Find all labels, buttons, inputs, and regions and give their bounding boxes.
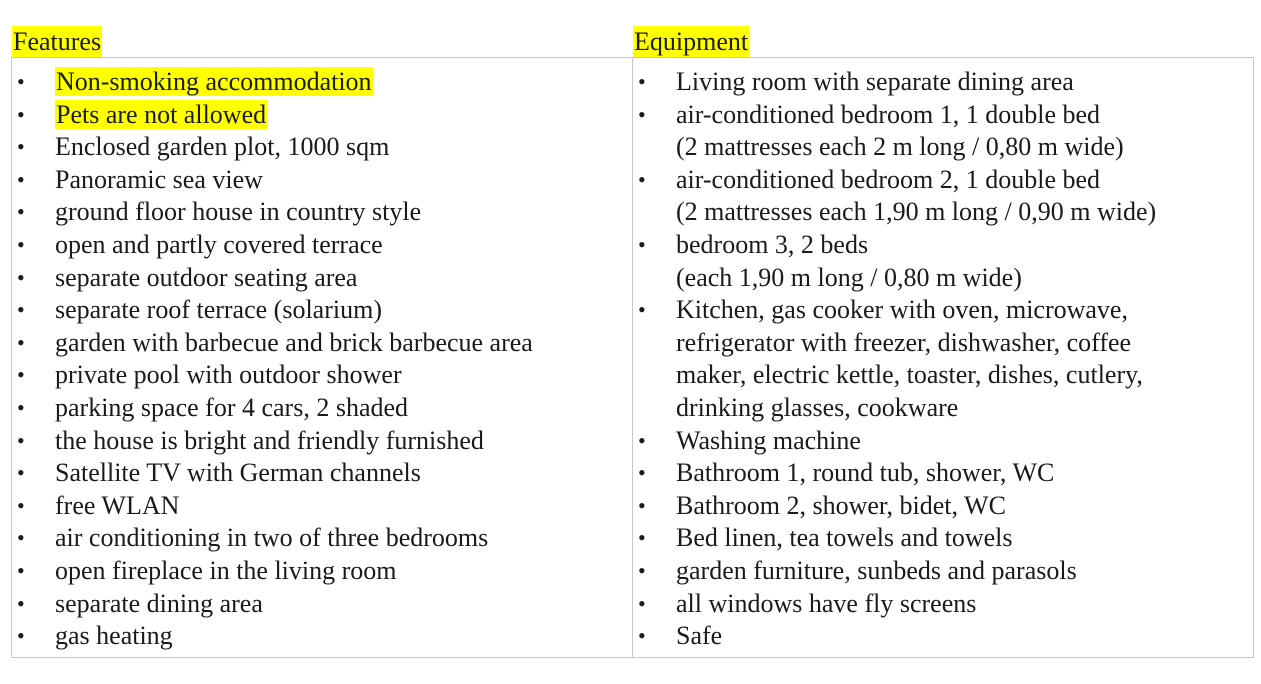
- feature-list-item: [11, 294, 621, 327]
- bullet-icon: •: [17, 166, 25, 192]
- feature-list-item: [11, 131, 621, 164]
- bullet-icon: •: [17, 297, 25, 323]
- equipment-list-item: [632, 588, 1242, 621]
- bullet-icon: •: [638, 166, 646, 192]
- feature-list-item: [11, 425, 621, 458]
- bullet-icon: •: [17, 427, 25, 453]
- feature-item-text: free WLAN: [55, 490, 180, 520]
- feature-list-item: [11, 327, 621, 360]
- feature-list-item: [11, 164, 621, 197]
- bullet-icon: •: [17, 394, 25, 420]
- feature-item-text: Pets are not allowed: [56, 99, 267, 129]
- equipment-list-item: [632, 490, 1242, 523]
- feature-item-text: open and partly covered terrace: [55, 229, 383, 259]
- bullet-icon: •: [17, 134, 25, 160]
- feature-list-item: [11, 66, 621, 99]
- features-list: [11, 66, 621, 653]
- equipment-item-text: Bed linen, tea towels and towels: [676, 523, 1013, 553]
- equipment-item-text: Bathroom 1, round tub, shower, WC: [676, 458, 1055, 488]
- feature-list-item: [11, 392, 621, 425]
- equipment-item-text: bedroom 3, 2 beds (each 1,90 m long / 0,80 m wide): [676, 229, 1022, 292]
- equipment-list-item: [632, 522, 1242, 555]
- bullet-icon: •: [17, 460, 25, 486]
- equipment-list: [632, 66, 1242, 653]
- bullet-icon: •: [17, 557, 25, 583]
- equipment-list-item: [632, 229, 1242, 294]
- bullet-icon: •: [17, 623, 25, 649]
- bullet-icon: •: [17, 231, 25, 257]
- equipment-item-text: Living room with separate dining area: [676, 67, 1074, 96]
- feature-item-text: the house is bright and friendly furnished: [55, 425, 484, 455]
- bullet-icon: •: [17, 69, 25, 94]
- equipment-item-text: air-conditioned bedroom 2, 1 double bed (2 mattresses each 1,90 m long / 0,90 m wide): [676, 164, 1157, 227]
- feature-item-text: ground floor house in country style: [55, 197, 422, 227]
- bullet-icon: •: [638, 101, 646, 127]
- feature-list-item: [11, 588, 621, 621]
- feature-list-item: [11, 522, 621, 555]
- equipment-item-text: Kitchen, gas cooker with oven, microwave, refrigerator with freezer, dishwasher, coffee maker, electric kettle, toaster, dishes, cutlery, drinking glasses, cookware: [676, 295, 1143, 422]
- bullet-icon: •: [638, 557, 646, 583]
- equipment-list-item: [632, 66, 1242, 99]
- equipment-list-item: [632, 620, 1242, 653]
- equipment-heading: Equipment: [634, 27, 749, 56]
- equipment-item-text: air-conditioned bedroom 1, 1 double bed (2 mattresses each 2 m long / 0,80 m wide): [676, 99, 1124, 162]
- equipment-item-text: garden furniture, sunbeds and parasols: [676, 555, 1077, 585]
- equipment-list-item: [632, 294, 1242, 424]
- bullet-icon: •: [17, 329, 25, 355]
- bullet-icon: •: [17, 492, 25, 518]
- bullet-icon: •: [638, 525, 646, 551]
- bullet-icon: •: [638, 69, 646, 94]
- feature-item-text: Panoramic sea view: [55, 164, 263, 194]
- equipment-list-item: [632, 164, 1242, 229]
- bullet-icon: •: [638, 231, 646, 257]
- feature-item-text: Satellite TV with German channels: [55, 458, 421, 488]
- bullet-icon: •: [17, 101, 25, 127]
- feature-item-text: air conditioning in two of three bedrooms: [55, 523, 489, 553]
- feature-list-item: [11, 359, 621, 392]
- bullet-icon: •: [17, 264, 25, 290]
- equipment-item-text: Washing machine: [676, 425, 861, 455]
- equipment-list-item: [632, 555, 1242, 588]
- bullet-icon: •: [17, 590, 25, 616]
- feature-item-text: garden with barbecue and brick barbecue area: [55, 327, 533, 357]
- feature-list-item: [11, 457, 621, 490]
- feature-list-item: [11, 229, 621, 262]
- feature-item-text: gas heating: [55, 621, 173, 651]
- equipment-item-text: Bathroom 2, shower, bidet, WC: [676, 490, 1006, 520]
- bullet-icon: •: [638, 297, 646, 323]
- feature-list-item: [11, 490, 621, 523]
- feature-list-item: [11, 620, 621, 653]
- feature-item-text: separate outdoor seating area: [55, 262, 358, 292]
- bullet-icon: •: [17, 525, 25, 551]
- feature-item-text: private pool with outdoor shower: [55, 360, 402, 390]
- feature-item-text: open fireplace in the living room: [55, 555, 397, 585]
- equipment-item-text: Safe: [676, 621, 723, 651]
- feature-item-text: parking space for 4 cars, 2 shaded: [55, 392, 409, 422]
- feature-item-text: separate roof terrace (solarium): [55, 295, 382, 325]
- equipment-list-item: [632, 425, 1242, 458]
- feature-item-text: separate dining area: [55, 588, 263, 618]
- feature-list-item: [11, 196, 621, 229]
- bullet-icon: •: [17, 362, 25, 388]
- bullet-icon: •: [638, 492, 646, 518]
- feature-list-item: [11, 555, 621, 588]
- feature-item-text: Enclosed garden plot, 1000 sqm: [55, 132, 390, 162]
- feature-list-item: [11, 262, 621, 295]
- equipment-list-item: [632, 99, 1242, 164]
- feature-list-item: [11, 99, 621, 132]
- feature-item-text: Non-smoking accommodation: [56, 67, 372, 96]
- bullet-icon: •: [17, 199, 25, 225]
- bullet-icon: •: [638, 460, 646, 486]
- bullet-icon: •: [638, 590, 646, 616]
- bullet-icon: •: [638, 623, 646, 649]
- equipment-list-item: [632, 457, 1242, 490]
- equipment-item-text: all windows have fly screens: [676, 588, 977, 618]
- bullet-icon: •: [638, 427, 646, 453]
- features-heading: Features: [13, 27, 102, 56]
